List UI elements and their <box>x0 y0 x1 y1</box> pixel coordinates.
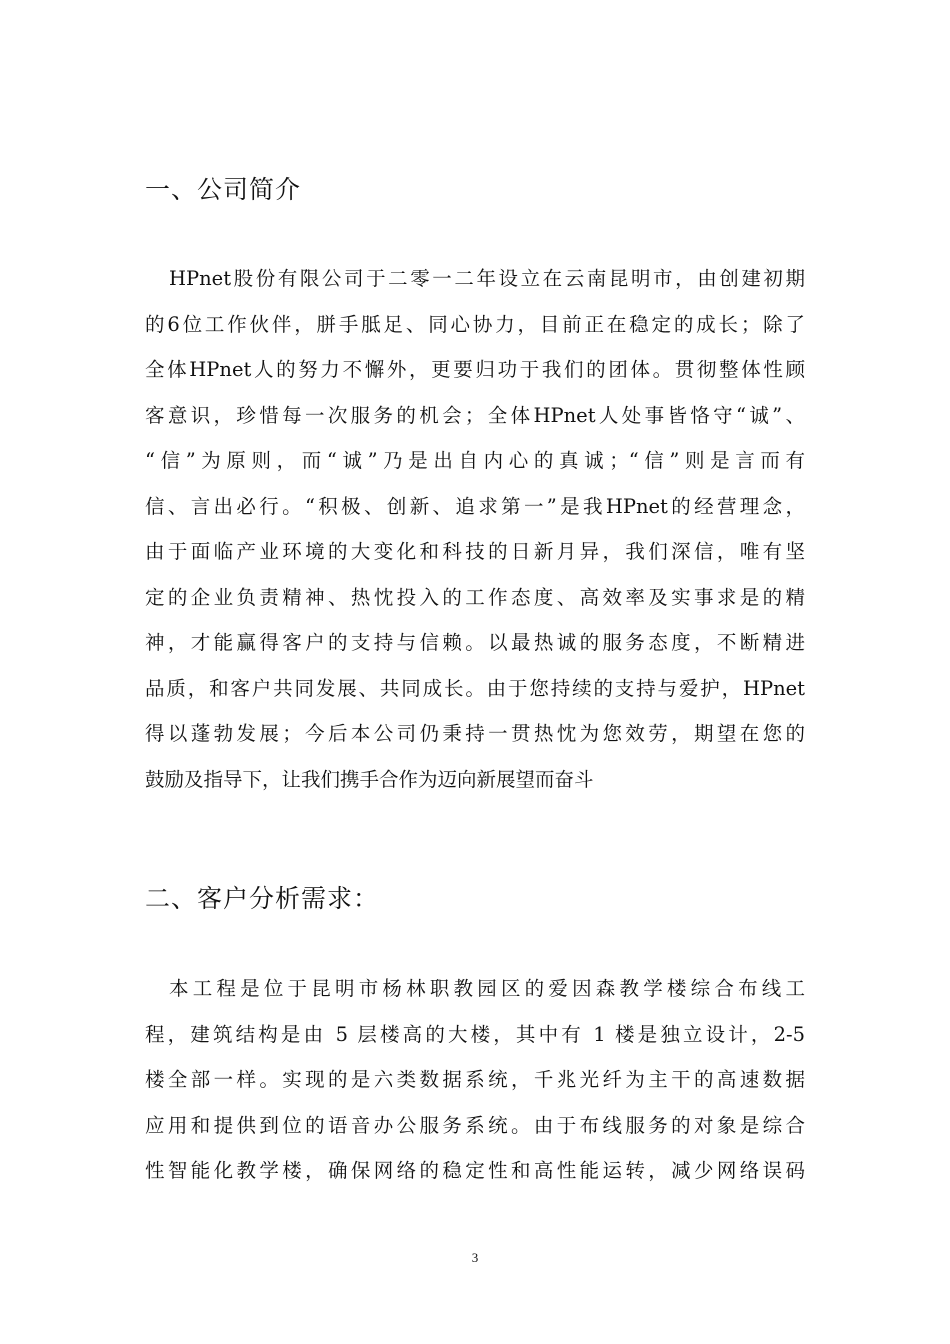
paragraph-customer-needs <box>145 966 805 1194</box>
paragraph-line: 得以蓬勃发展；今后本公司仍秉持一贯热忱为您效劳，期望在您的 <box>145 722 805 745</box>
paragraph-line: 楼全部一样。实现的是六类数据系统，千兆光纤为主干的高速数据 <box>145 1068 805 1091</box>
paragraph-line: 应用和提供到位的语音办公服务系统。由于布线服务的对象是综合 <box>145 1113 805 1137</box>
paragraph-line: 客意识，珍惜每一次服务的机会；全体HPnet人处事皆恪守“诚”、 <box>145 403 805 427</box>
section-heading-company-intro: 一、公司简介 <box>145 175 302 204</box>
paragraph-line: 性智能化教学楼，确保网络的稳定性和高性能运转，减少网络误码 <box>145 1159 805 1182</box>
paragraph-company-intro <box>145 256 805 802</box>
section-heading-customer-needs: 二、客户分析需求： <box>145 884 380 913</box>
paragraph-line: 信、言出必行。“积极、创新、追求第一”是我HPnet的经营理念， <box>145 494 805 518</box>
page-number: 3 <box>471 1250 479 1265</box>
paragraph-line: HPnet股份有限公司于二零一二年设立在云南昆明市，由创建初期 <box>169 267 805 290</box>
paragraph-line: 本工程是位于昆明市杨林职教园区的爱因森教学楼综合布线工 <box>169 977 805 1000</box>
paragraph-line: 品质，和客户共同发展、共同成长。由于您持续的支持与爱护，HPnet <box>145 676 805 700</box>
paragraph-line: 由于面临产业环境的大变化和科技的日新月异，我们深信，唯有坚 <box>145 540 805 563</box>
paragraph-line: 全体HPnet人的努力不懈外，更要归功于我们的团体。贯彻整体性顾 <box>145 358 805 381</box>
paragraph-line: 神，才能赢得客户的支持与信赖。以最热诚的服务态度，不断精进 <box>145 631 805 654</box>
paragraph-line: “信”为原则，而“诚”乃是出自内心的真诚；“信”则是言而有 <box>145 449 805 472</box>
paragraph-line: 鼓励及指导下，让我们携手合作为迈向新展望而奋斗 <box>145 767 594 791</box>
paragraph-line: 程，建筑结构是由 5 层楼高的大楼，其中有 1 楼是独立设计，2-5 <box>145 1022 805 1046</box>
paragraph-line: 定的企业负责精神、热忱投入的工作态度、高效率及实事求是的精 <box>145 585 805 609</box>
paragraph-line: 的6位工作伙伴，胼手胝足、同心协力，目前正在稳定的成长；除了 <box>145 312 805 336</box>
